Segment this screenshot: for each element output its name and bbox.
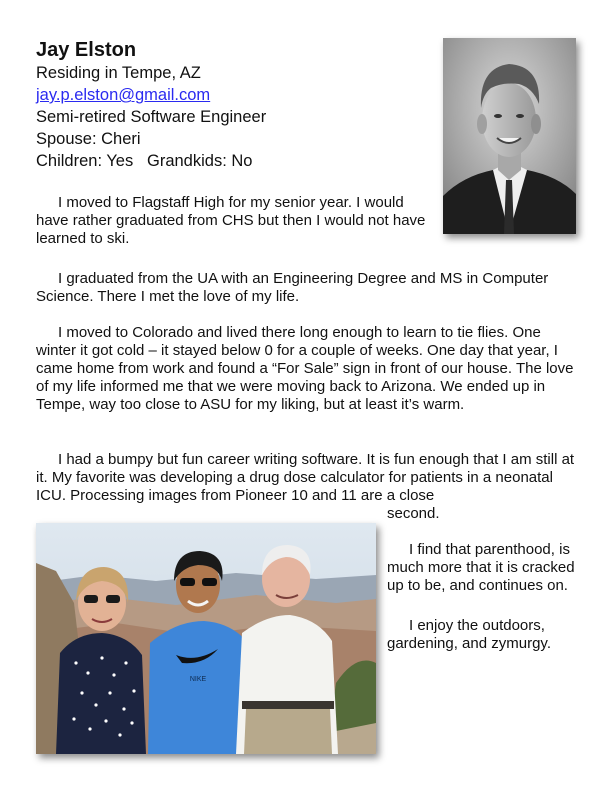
profile-header xyxy=(36,38,426,172)
email-link[interactable]: jay.p.elston@gmail.com xyxy=(36,86,211,104)
paragraph-colorado xyxy=(36,324,581,414)
paragraph-parenthood-text: I find that parenthood, is much more that it is cracked up to be, and continues on. xyxy=(387,541,575,594)
family-photo-illustration xyxy=(36,523,376,754)
paragraph-high-school xyxy=(36,194,431,248)
children-line: Children: Yes Grandkids: No xyxy=(36,152,253,170)
occupation-line: Semi-retired Software Engineer xyxy=(36,108,267,126)
yearbook-portrait-photo xyxy=(443,38,576,234)
paragraph-hobbies xyxy=(387,617,582,653)
paragraph-hobbies-text: I enjoy the outdoors, gardening, and zymurgy. xyxy=(387,617,551,652)
portrait-illustration xyxy=(443,38,576,234)
paragraph-university xyxy=(36,270,556,306)
paragraph-parenthood xyxy=(387,541,582,595)
paragraph-career-text: I had a bumpy but fun career writing software. It is fun enough that I am still at it. My favorite was developing a drug dose calculator for patients in a neonatal ICU. Processing images from Pioneer 10 and 11 are a close xyxy=(36,451,575,504)
paragraph-career-tail: second. xyxy=(387,505,440,522)
residence-line: Residing in Tempe, AZ xyxy=(36,64,201,82)
spouse-line: Spouse: Cheri xyxy=(36,130,141,148)
paragraph-university-text: I graduated from the UA with an Engineering Degree and MS in Computer Science. There I met the love of my life. xyxy=(36,270,549,305)
paragraph-high-school-text: I moved to Flagstaff High for my senior year. I would have rather graduated from CHS but then I would not have learned to ski. xyxy=(36,194,426,247)
paragraph-colorado-text: I moved to Colorado and lived there long enough to learn to tie flies. One winter it got cold – it stayed below 0 for a couple of weeks. One day that year, I came home from work and found a “For Sale” sign in front of our house. The love of my life informed me that we were moving back to Arizona. We ended up in Tempe, way too close to ASU for my liking, but at least it’s warm. xyxy=(36,324,574,413)
paragraph-career xyxy=(36,451,581,505)
email-line xyxy=(36,84,426,106)
family-grand-canyon-photo xyxy=(36,523,376,754)
shirt-text: NIKE xyxy=(189,676,207,683)
person-name: Jay Elston xyxy=(36,39,137,61)
